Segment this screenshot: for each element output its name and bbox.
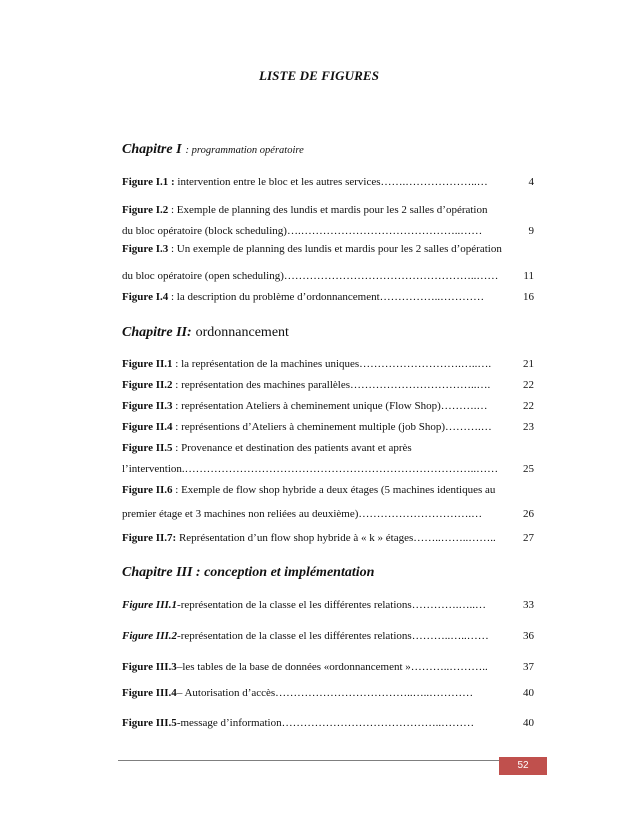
page-title: LISTE DE FIGURES [258,68,380,83]
entry-page: 4 [527,172,535,193]
entry-label: Figure II.6 [122,484,173,496]
chapter-heading-1 [122,140,304,158]
entry-text: -représentation de la classe el les différentes relations………..…..…… [177,630,489,642]
entry-page: 21 [521,354,534,375]
entry-page: 25 [521,459,534,480]
entry-label: Figure II.4 [122,421,173,433]
entry-label: Figure I.4 [122,291,169,303]
figure-entry-iii5 [122,713,534,734]
entry-text: : Un exemple de planning des lundis et mardis pour les 2 salles d’opération [168,243,502,255]
entry-label: Figure II.3 [122,400,173,412]
entry-page: 37 [521,657,534,678]
chapter-label: Chapitre III : conception et implémentation [122,565,375,580]
entry-label: Figure II.7: [122,532,177,544]
entry-page: 40 [521,713,534,734]
entry-label: Figure I.2 [122,204,169,216]
figure-entry-ii7 [122,528,534,549]
entry-text: -message d’information……………………………………..……… [176,717,475,729]
figure-entry-iii1 [122,595,534,616]
entry-text: -représentation de la classe el les différentes relations………….…..… [177,599,486,611]
entry-label: Figure II.2 [122,379,173,391]
entry-text: –les tables de la base de données «ordonnancement »………..……….. [176,661,488,673]
entry-page: 16 [521,287,534,308]
entry-label: Figure III.3 [122,661,177,673]
figure-entry-i3 [122,239,534,287]
entry-page: 36 [521,626,534,647]
figure-entry-ii3 [122,396,534,417]
entry-text: : représentions d’Ateliers à cheminement multiple (job Shop)……….… [172,421,492,433]
figure-entry-ii6 [122,480,534,525]
entry-page: 26 [521,504,534,525]
entry-label: Figure I.1 : [122,176,175,188]
entry-text-cont: du bloc opératoire (open scheduling)……………………………………………..…… [122,270,499,282]
entry-label: Figure III.1 [122,599,178,611]
entry-page: 9 [527,221,535,242]
chapter-heading-3 [122,563,374,581]
chapter-subtitle: : programmation opératoire [185,145,304,156]
figure-entry-iii3 [122,657,534,678]
entry-page: 22 [521,375,534,396]
entry-text-cont: premier étage et 3 machines non reliées au deuxième)………………………….… [122,508,483,520]
entry-page: 33 [521,595,534,616]
page-number: 52 [499,757,547,775]
figure-entry-ii2 [122,375,534,396]
entry-text: : la représentation de la machines uniques……………………….…..…. [172,358,492,370]
entry-page: 11 [521,266,534,287]
figure-entry-i2 [122,200,534,242]
figure-entry-i1 [122,172,534,193]
chapter-label: Chapitre II: [122,325,192,340]
entry-text: Représentation d’un flow shop hybride à « k » étages……..……..…….. [176,532,496,544]
entry-label: Figure III.5 [122,717,177,729]
entry-text: : la description du problème d’ordonnancement……………..………… [168,291,485,303]
entry-page: 40 [521,683,534,704]
entry-page: 27 [521,528,534,549]
entry-page: 23 [521,417,534,438]
figure-entry-ii5 [122,438,534,480]
figure-entry-ii1 [122,354,534,375]
entry-label: Figure III.4 [122,687,177,699]
entry-label: Figure III.2 [122,630,178,642]
entry-text: : représentation Ateliers à cheminement unique (Flow Shop)……….… [172,400,488,412]
chapter-heading-2 [122,323,289,341]
entry-text-cont: l’intervention.……………………………………………………………………..…… [122,463,499,475]
entry-text: – Autorisation d’accès………………………………..…..………… [176,687,474,699]
chapter-label: Chapitre I [122,142,182,157]
chapter-subtitle: ordonnancement [195,325,289,340]
entry-text: intervention entre le bloc et les autres services…….………………..… [174,176,488,188]
entry-label: Figure II.5 [122,442,173,454]
entry-text: : Exemple de flow shop hybride a deux étages (5 machines identiques au [172,484,496,496]
figure-entry-iii4 [122,683,534,704]
figure-entry-ii4 [122,417,534,438]
entry-page: 22 [521,396,534,417]
figure-entry-i4 [122,287,534,308]
entry-text-cont: du bloc opératoire (block scheduling)….……………………………………..…… [122,225,483,237]
footer-divider [118,760,536,761]
entry-text: : représentation des machines parallèles……………………………..…. [172,379,491,391]
entry-text: : Exemple de planning des lundis et mardis pour les 2 salles d’opération [168,204,488,216]
entry-label: Figure II.1 [122,358,173,370]
entry-text: : Provenance et destination des patients avant et après [172,442,412,454]
entry-label: Figure I.3 [122,243,169,255]
figure-entry-iii2 [122,626,534,647]
